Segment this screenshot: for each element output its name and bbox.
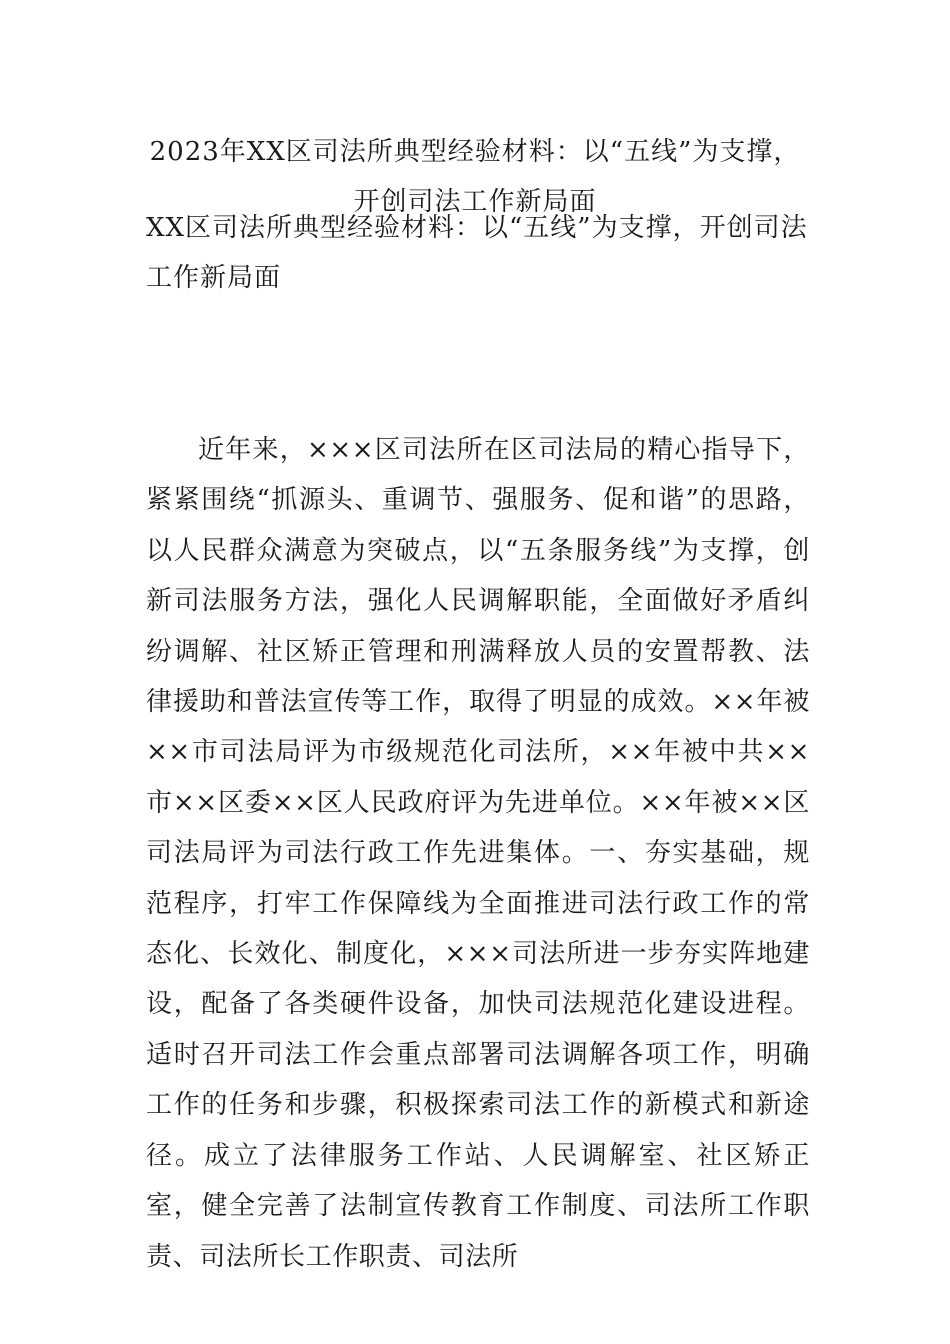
document-title-line-2: 开创司法工作新局面 bbox=[353, 187, 597, 217]
document-subtitle: XX区司法所典型经验材料：以“五线”为支撑，开创司法工作新局面 bbox=[146, 213, 808, 293]
document-body-paragraph: 近年来，×××区司法所在区司法局的精心指导下，紧紧围绕“抓源头、重调节、强服务、促和谐”的思路，以人民群众满意为突破点，以“五条服务线”为支撑，创新司法服务方法，强化人民调解职能，全面做好矛盾纠纷调解、社区矫正管理和刑满释放人员的安置帮教、法律援助和普法宣传等工作，取得了明显的成效。××年被××市司法局评为市级规范化司法所，××年被中共××市××区委××区人民政府评为先进单位。××年被××区司法局评为司法行政工作先进集体。一、夯实基础，规范程序，打牢工作保障线为全面推进司法行政工作的常态化、长效化、制度化，×××司法所进一步夯实阵地建设，配备了各类硬件设备，加快司法规范化建设进程。适时召开司法工作会重点部署司法调解各项工作，明确工作的任务和步骤，积极探索司法工作的新模式和新途径。成立了法律服务工作站、人民调解室、社区矫正室，健全完善了法制宣传教育工作制度、司法所工作职责、司法所长工作职责、司法所 bbox=[146, 435, 810, 1272]
document-title-line-1: 2023年XX区司法所典型经验材料：以“五线”为支撑， bbox=[149, 137, 801, 167]
